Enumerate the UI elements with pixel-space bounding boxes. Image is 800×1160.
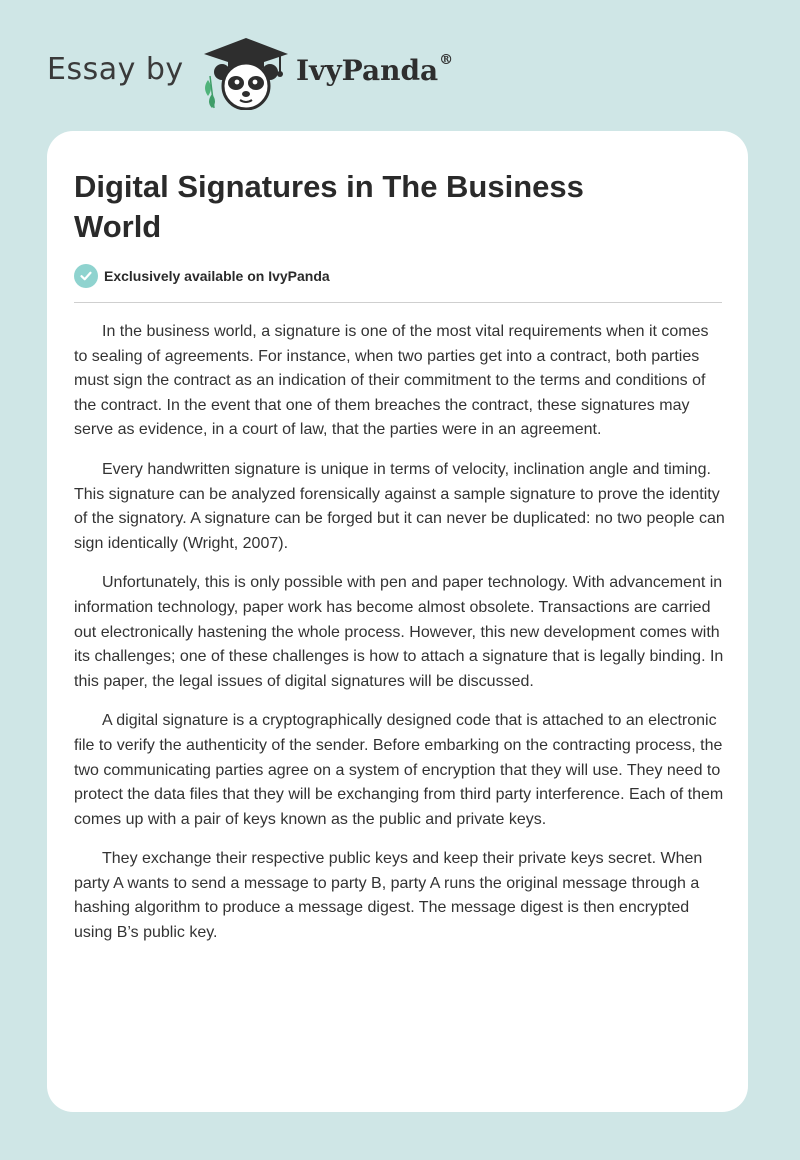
- ivypanda-brand-name[interactable]: IvyPanda®: [296, 52, 454, 87]
- essay-by-label: Essay by: [47, 52, 184, 87]
- paragraph: A digital signature is a cryptographically designed code that is attached to an electronic file to verify the authenticity of the sender. Before embarking on the contracting process, the two communicating parties agree on a system of encryption that they will use. They need to protect the data files that they will be exchanging from third party interference. Each of them comes up with a pair of keys known as the public and private keys.: [74, 712, 724, 828]
- registered-mark: ®: [439, 52, 454, 68]
- check-icon: [74, 264, 98, 288]
- page-title: Digital Signatures in The Business World: [74, 169, 584, 244]
- exclusive-badge-label: Exclusively available on IvyPanda: [104, 268, 330, 284]
- essay-body: [74, 320, 726, 961]
- paragraph: In the business world, a signature is one of the most vital requirements when it comes to sealing of agreements. For instance, when two parties get into a contract, both parties must sign the contract as an indication of their commitment to the terms and conditions of the contract. In the event that one of them breaches the contract, these signatures may serve as evidence, in a court of law, that the parties were in an agreement.: [74, 323, 709, 439]
- exclusive-badge: [74, 263, 330, 289]
- divider: [74, 302, 722, 303]
- site-header: [0, 0, 800, 130]
- paragraph: They exchange their respective public keys and keep their private keys secret. When party A wants to send a message to party B, party A runs the original message through a hashing algorithm to produce a message digest. The message digest is then encrypted using B’s public key.: [74, 850, 703, 942]
- paragraph: Unfortunately, this is only possible with pen and paper technology. With advancement in information technology, paper work has become almost obsolete. Transactions are carried out electronically hastening the whole process. However, this new development comes with its challenges; one of these challenges is how to attach a signature that is legally binding. In this paper, the legal issues of digital signatures will be discussed.: [74, 574, 724, 690]
- essay-card: [47, 131, 748, 1112]
- ivypanda-panda-logo-icon[interactable]: [200, 36, 292, 110]
- paragraph: Every handwritten signature is unique in terms of velocity, inclination angle and timing. This signature can be analyzed forensically against a sample signature to prove the identity of the signatory. A signature can be forged but it can never be duplicated: no two people can sign identically (Wright, 2007).: [74, 460, 725, 552]
